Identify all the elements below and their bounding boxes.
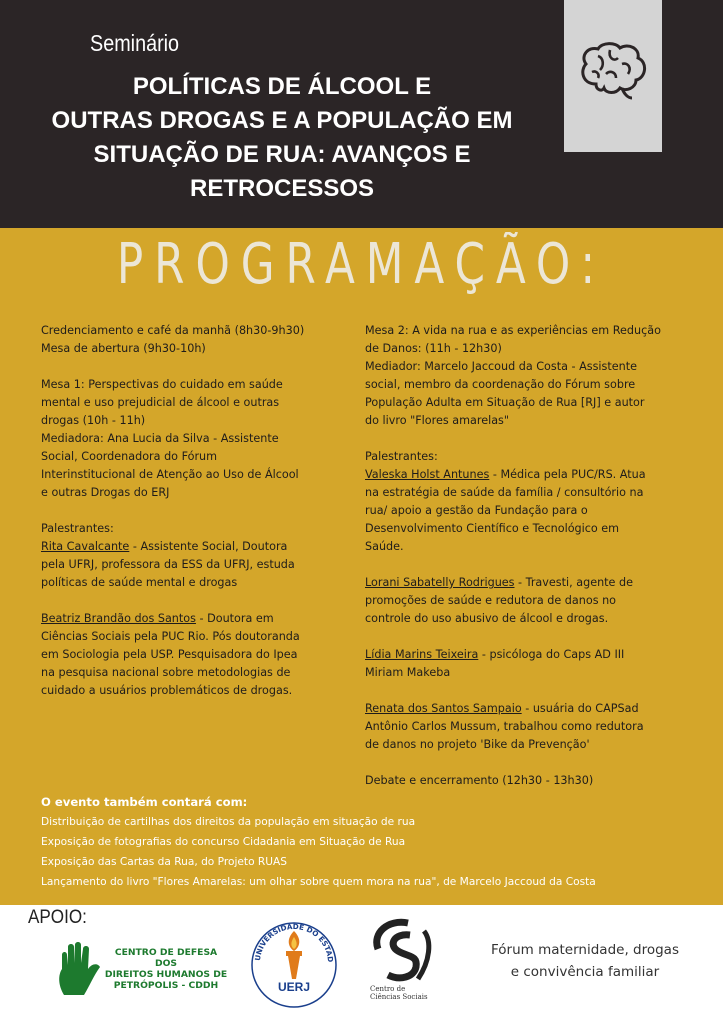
title-line: SITUAÇÃO DE RUA: AVANÇOS E [93,141,471,168]
program-heading: PROGRAMAÇÃO: [116,232,607,297]
cddh-logo [54,933,230,1013]
mesa1-line: drogas (10h - 11h) [41,414,146,427]
extra-item: Distribuição de cartilhas dos direitos da população em situação de rua [41,816,416,828]
program-right-column [365,322,695,790]
forum-sponsor: Fórum maternidade, drogas e convivência familiar [491,942,679,980]
mesa2-line: Mesa 2: A vida na rua e as experiências em Redução [365,324,661,337]
mediadora-line: Social, Coordenadora do Fórum [41,450,218,463]
extra-item: Exposição de fotografias do concurso Cidadania em Situação de Rua [41,836,406,848]
cddh-name: CENTRO DE DEFESA DOS DIREITOS HUMANOS DE PETRÓPOLIS - CDDH [104,947,228,991]
speaker-line: Desenvolvimento Científico e Tecnológico em [365,522,620,535]
speaker-line: Ciências Sociais pela PUC Rio. Pós doutoranda [41,630,300,643]
extra-heading: O evento também contará com: [41,795,248,809]
mediadora-line: Mediadora: Ana Lucia da Silva - Assistente [41,432,279,445]
speaker-line: Miriam Makeba [365,666,451,679]
brain-panel [564,0,662,152]
speaker-name: Rita Cavalcante [41,540,130,553]
mesa2-line: de Danos: (11h - 12h30) [365,342,502,355]
palestrantes-label: Palestrantes: [365,450,438,463]
speaker-line: em Sociologia pela USP. Pesquisadora do Ipea [41,648,298,661]
mesa1-line: Mesa 1: Perspectivas do cuidado em saúde [41,378,283,391]
mediador-line: do livro "Flores amarelas" [365,414,510,427]
mediador-line: social, membro da coordenação do Fórum sobre [365,378,636,391]
speaker-line: promoções de saúde e redutora de danos no [365,594,617,607]
extra-item: Lançamento do livro "Flores Amarelas: um olhar sobre quem mora na rua", de Marcelo Jaccoud da Costa [41,876,596,888]
extra-item: Exposição das Cartas da Rua, do Projeto RUAS [41,856,288,868]
speaker-name: Lídia Marins Teixeira [365,648,479,661]
ccs-symbol-icon [364,917,444,987]
speaker-line: na pesquisa nacional sobre metodologias de [41,666,291,679]
speaker-line: Rita Cavalcante - Assistente Social, Doutora [41,540,288,553]
speaker-line: de danos no projeto 'Bike da Prevenção' [365,738,590,751]
title-line: RETROCESSOS [189,175,375,202]
speaker-line: controle do uso abusivo de álcool e drogas. [365,612,609,625]
event-title [12,70,552,206]
speaker-name: Lorani Sabatelly Rodrigues [365,576,515,589]
extra-activities [41,792,701,892]
speaker-name: Beatriz Brandão dos Santos [41,612,196,625]
brain-icon [576,40,650,102]
speaker-line: Lorani Sabatelly Rodrigues - Travesti, agente de [365,576,633,589]
speaker-line: políticas de saúde mental e drogas [41,576,238,589]
uerj-ring-text: UNIVERSIDADE DO ESTAD [253,921,336,963]
ccs-logo [364,917,444,1017]
program-left-column [41,322,353,700]
schedule-item: Mesa de abertura (9h30-10h) [41,342,206,355]
speaker-name: Valeska Holst Antunes [365,468,490,481]
header-band [0,0,723,228]
speaker-line: Saúde. [365,540,404,553]
title-line: POLÍTICAS DE ÁLCOOL E [132,73,432,100]
speaker-line: na estratégia de saúde da família / consultório na [365,486,644,499]
speaker-line: Beatriz Brandão dos Santos - Doutora em [41,612,274,625]
mediadora-line: e outras Drogas do ERJ [41,486,170,499]
uerj-logo [248,913,340,1019]
palestrantes-label: Palestrantes: [41,522,114,535]
speaker-line: pela UFRJ, professora da ESS da UFRJ, estuda [41,558,295,571]
mesa1-line: mental e uso prejudicial de álcool e outras [41,396,280,409]
schedule-item: Debate e encerramento (12h30 - 13h30) [365,774,594,787]
mediadora-line: Interinstitucional de Atenção ao Uso de Álcool [41,468,299,481]
speaker-name: Renata dos Santos Sampaio [365,702,522,715]
mediador-line: Mediador: Marcelo Jaccoud da Costa - Assistente [365,360,637,373]
uerj-abbr: UERJ [277,980,311,994]
apoio-label: APOIO: [28,907,87,928]
sponsors-band [0,905,723,1024]
torch-icon [286,931,302,979]
speaker-line: rua/ apoio a gestão da Fundação para o [365,504,588,517]
speaker-line: Antônio Carlos Mussum, trabalhou como redutora [365,720,644,733]
speaker-line: Renata dos Santos Sampaio - usuária do CAPSad [365,702,639,715]
speaker-line: Valeska Holst Antunes - Médica pela PUC/RS. Atua [365,468,646,481]
title-line: OUTRAS DROGAS E A POPULAÇÃO EM [51,107,513,134]
speaker-line: Lídia Marins Teixeira - psicóloga do Caps AD III [365,648,625,661]
mediador-line: População Adulta em Situação de Rua [RJ] e autor [365,396,645,409]
speaker-line: cuidado a usuários problemáticos de drogas. [41,684,293,697]
schedule-item: Credenciamento e café da manhã (8h30-9h30) [41,324,305,337]
ccs-name: Centro de Ciências Sociais [370,985,428,1001]
event-type: Seminário [90,30,180,56]
green-hand-icon [54,941,104,997]
